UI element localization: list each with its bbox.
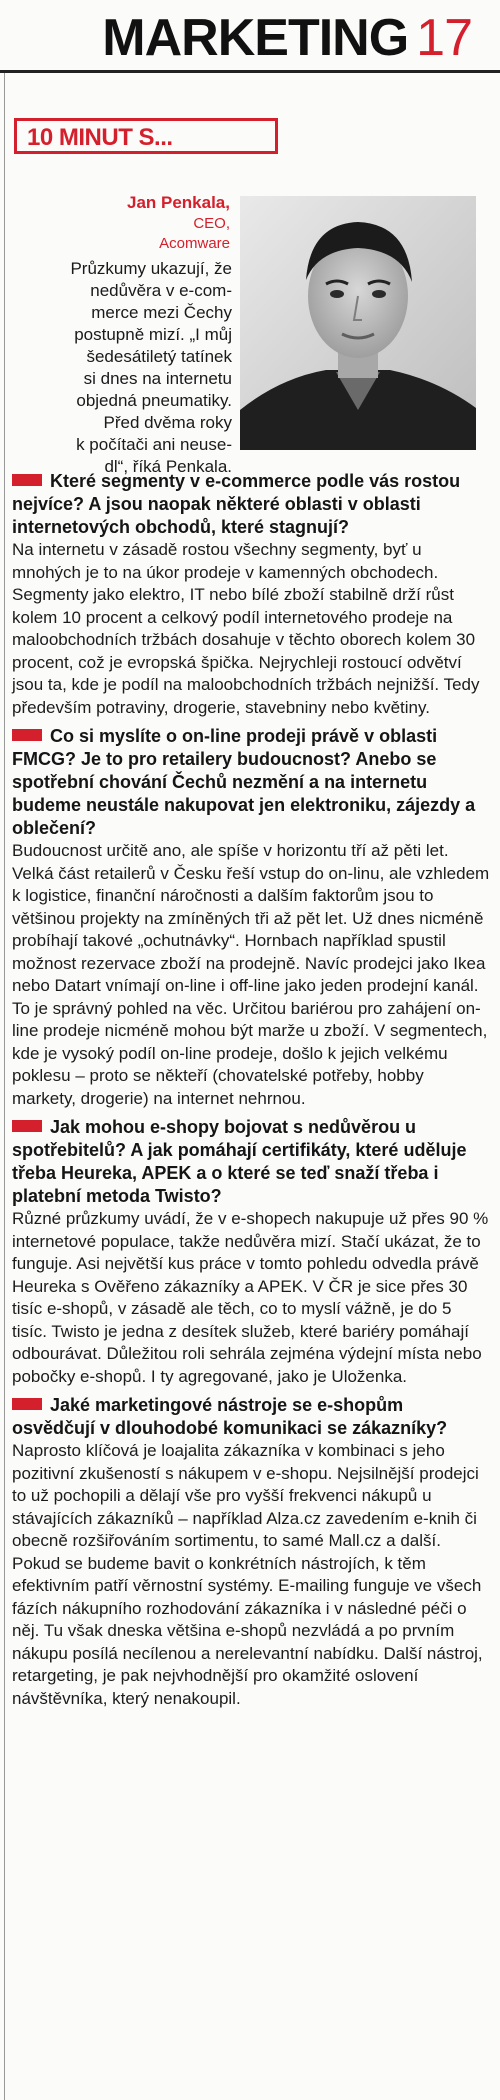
answer-4: Naprosto klíčová je loajalita zákazníka v kombinaci s jeho pozitivní zkušeností s nákupem v e-shopu. Nejsilnější prodejci to už pochopili a dělají vše pro vyšší frekvenci nákupů u stávajících zákazníků – například Alza.cz zavedením e-knih či obecně rozšiřováním sortimentu, to samé Mall.cz a další. Pokud se budeme bavit o konkrétních nástrojích, k těm efektivním patří věrnostní systémy. E-mailing funguje ve všech fázích nákupního rozhodování zákazníka i v následné péči o něj. Tu však dneska většina e-shopů nezvládá a po prvním nákupu posílá necílenou a nerelevantní nabídku. Další nástroj, retargeting, je pak nejvhodnější pro okamžité oslovení návštěvníka, který nenakoupil. xyxy=(12,1441,483,1708)
intro-line: si dnes na internetu xyxy=(83,369,232,388)
question-marker xyxy=(12,1120,42,1132)
interviewee-name: Jan Penkala, xyxy=(126,193,230,212)
column-title-box xyxy=(14,118,278,154)
question-text: Co si myslíte o on-line prodeji právě v oblasti FMCG? Je to pro retailery budoucnost? Anebo se spotřební chování Čechů nezmění a na internetu budeme neustále nakupovat jen elektroniku, zájezdy a oblečení? xyxy=(12,726,476,838)
section-title xyxy=(102,8,472,68)
intro-line: šedesátiletý tatínek xyxy=(86,347,232,366)
intro-text xyxy=(10,258,232,478)
answer-3: Různé průzkumy uvádí, že v e-shopech nakupuje už přes 90 % internetové populace, takže nedůvěra mizí. Stačí ukázat, že to funguje. Asi největší kus práce v tomto pohledu odvedla právě Heureka s Ověřeno zákazníky a APEK. V ČR je sice přes 30 tisíc e-shopů, v zásadě ale těch, co to myslí vážně, je do 5 tisíc. Twisto je jedna z desítek služeb, které bariéry pomáhají odbourávat. Důležitou roli sehrála zejména výdejní místa nebo pobočky e-shopů. I ty agregované, jako je Uloženka. xyxy=(12,1209,489,1386)
interviewee xyxy=(120,192,230,254)
interviewee-role: CEO, Acomware xyxy=(159,215,230,252)
column-title: 10 MINUT S... xyxy=(27,124,173,151)
question-marker xyxy=(12,729,42,741)
intro-line: k počítači ani neuse- xyxy=(76,435,232,454)
interview-body xyxy=(12,470,490,1716)
question-text: Jak mohou e-shopy bojovat s nedůvěrou u spotřebitelů? A jak pomáhají certifikáty, které uděluje třeba Heureka, APEK a o které se teď snaží třeba i platební metoda Twisto? xyxy=(12,1117,467,1206)
section-name: MARKETING xyxy=(102,9,409,67)
column-rule xyxy=(4,73,5,2100)
question-text: Jaké marketingové nástroje se e-shopům osvědčují v dlouhodobé komunikaci se zákazníky? xyxy=(12,1395,448,1438)
portrait-photo xyxy=(240,196,476,450)
question-text: Které segmenty v e-commerce podle vás rostou nejvíce? A jsou naopak některé oblasti v oblasti internetových obchodů, které stagnují? xyxy=(12,471,461,537)
question-marker xyxy=(12,474,42,486)
intro-line: merce mezi Čechy xyxy=(91,303,232,322)
question-marker xyxy=(12,1398,42,1410)
intro-line: nedůvěra v e-com- xyxy=(90,281,232,300)
header-rule xyxy=(0,70,500,73)
intro-line: dl“, říká Penkala. xyxy=(104,457,232,476)
question-4 xyxy=(12,1394,490,1440)
page-number: 17 xyxy=(416,9,472,67)
answer-2: Budoucnost určitě ano, ale spíše v horizontu tří až pěti let. Velká část retailerů v Česku řeší vstup do on-linu, ale vzhledem k logistice, finanční náročnosti a dalším faktorům jsou to většinou projekty na zmíněných tři až pět let. Už dnes nicméně probíhají takové „ochutnávky“. Hornbach například spustil možnost rezervace zboží na prodejně. Navíc prodejci jako Ikea nebo Datart vnímají on-line i off-line jako jeden prodejní kanál. To je správný pohled na věc. Určitou bariérou pro zahájení on-line prodeje nicméně mohou být marže u zboží. V segmentech, kde je vysoký podíl on-line prodeje, došlo k jejich velkému poklesu – proto se někteří (chovatelské potřeby, hobby markety, drogerie) na internet nehrnou. xyxy=(12,841,490,1108)
intro-line: Průzkumy ukazují, že xyxy=(70,259,232,278)
page-header xyxy=(0,0,500,72)
intro-line: Před dvěma roky xyxy=(103,413,232,432)
question-3 xyxy=(12,1116,490,1208)
intro-line: objedná pneumatiky. xyxy=(76,391,232,410)
question-2 xyxy=(12,725,490,840)
answer-1: Na internetu v zásadě rostou všechny segmenty, byť u mnohých je to na úkor prodeje v kamenných obchodech. Segmenty jako elektro, IT nebo bílé zboží stabilně drží růst kolem 10 procent a celkový podíl internetového prodeje na maloobchodních tržbách dosahuje v těchto oborech kolem 30 procent, což je evropská špička. Nejrychleji rostoucí odvětví jsou ta, kde je podíl na maloobchodních tržbách nejnižší. Tedy především potraviny, drogerie, stavebniny nebo květiny. xyxy=(12,540,480,717)
question-1 xyxy=(12,470,490,539)
intro-line: postupně mizí. „I můj xyxy=(74,325,232,344)
portrait-illustration xyxy=(240,196,476,450)
